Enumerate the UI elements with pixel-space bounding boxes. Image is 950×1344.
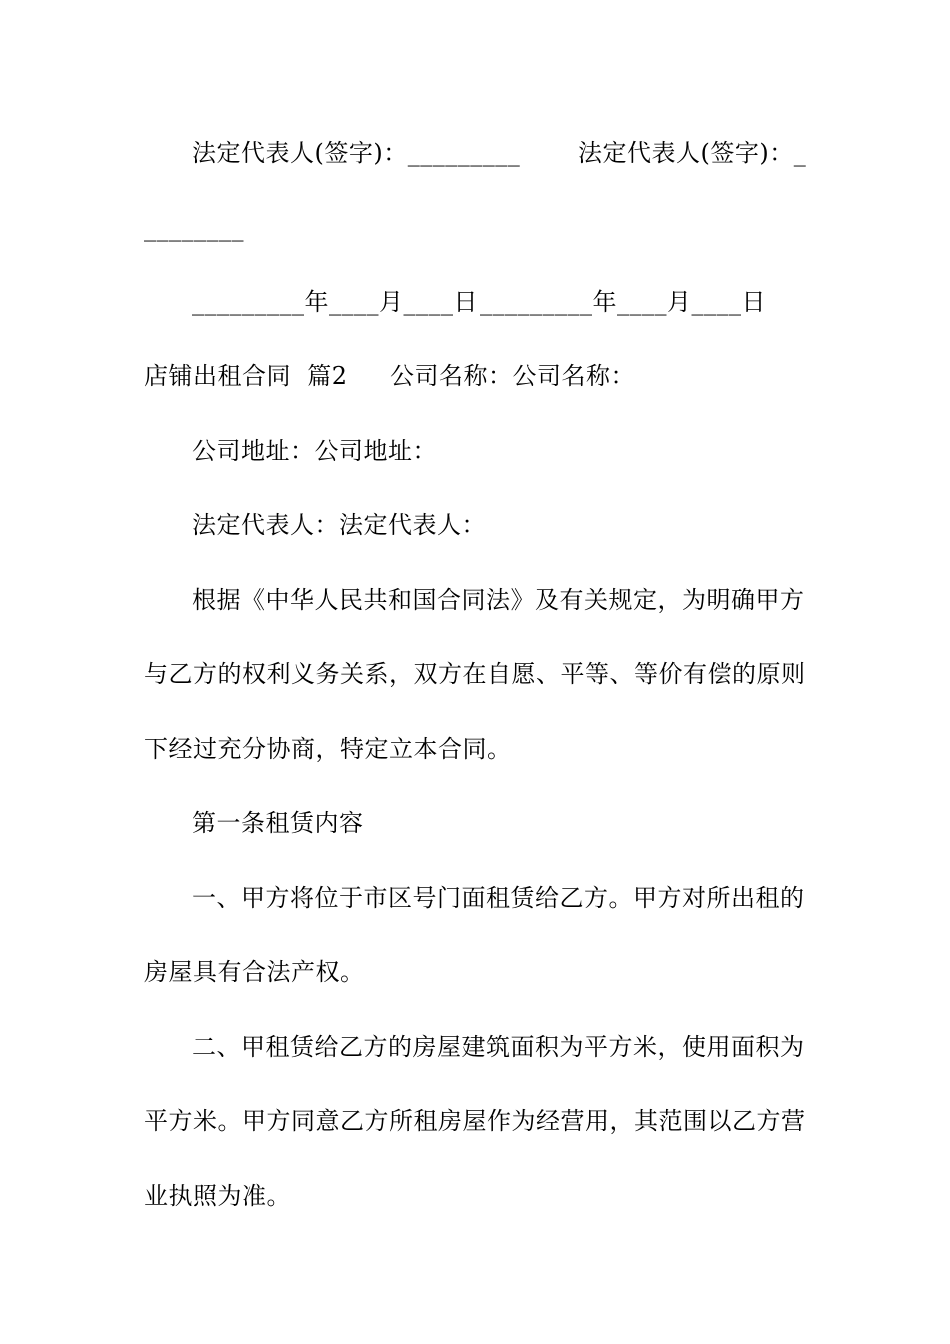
paragraph-intro-line-3: 下经过充分协商，特定立本合同。 bbox=[144, 735, 512, 763]
clause-1-line-2: 房屋具有合法产权。 bbox=[144, 958, 365, 986]
clause-2-line-2: 平方米。甲方同意乙方所租房屋作为经营用，其范围以乙方营 bbox=[144, 1107, 806, 1135]
date-line-right: _________年____月____日 bbox=[480, 288, 766, 316]
company-address-line: 公司地址：公司地址： bbox=[192, 437, 437, 465]
clause-1-line-1: 一、甲方将位于市区号门面租赁给乙方。甲方对所出租的 bbox=[192, 884, 805, 912]
article-heading: 第一条租赁内容 bbox=[192, 809, 364, 837]
signature-line-right: 法定代表人(签字)：_ bbox=[578, 139, 807, 167]
clause-2-line-1: 二、甲租赁给乙方的房屋建筑面积为平方米，使用面积为 bbox=[192, 1033, 805, 1061]
paragraph-intro-line-2: 与乙方的权利义务关系，双方在自愿、平等、等价有偿的原则 bbox=[144, 660, 806, 688]
company-name-line: 公司名称：公司名称： bbox=[390, 362, 635, 390]
date-line-left: _________年____月____日 bbox=[192, 288, 478, 316]
legal-representative-line: 法定代表人：法定代表人： bbox=[192, 511, 486, 539]
clause-2-line-3: 业执照为准。 bbox=[144, 1182, 291, 1210]
contract-title: 店铺出租合同 篇2 bbox=[144, 362, 348, 390]
signature-line-continuation: ________ bbox=[144, 214, 244, 242]
paragraph-intro-line-1: 根据《中华人民共和国合同法》及有关规定，为明确甲方 bbox=[192, 586, 805, 614]
signature-line-left: 法定代表人(签字)：_________ bbox=[192, 139, 521, 167]
